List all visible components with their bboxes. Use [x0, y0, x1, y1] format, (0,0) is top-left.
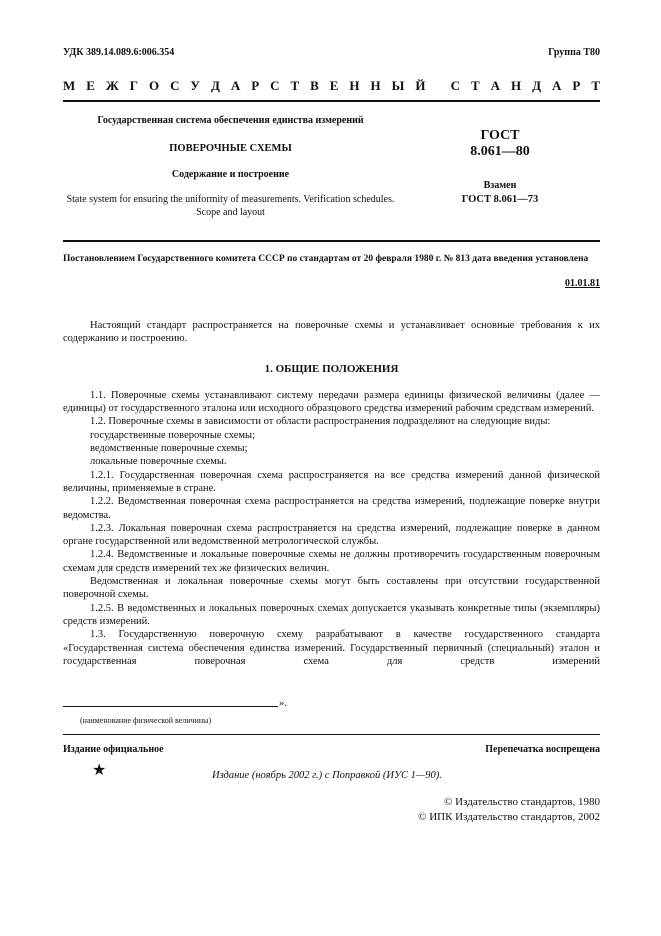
- udk-code: УДК 389.14.089.6:006.354: [63, 47, 175, 58]
- banner-letter: Ж: [105, 78, 119, 93]
- banner-letter: М: [63, 78, 76, 93]
- paragraph-1-1: 1.1. Поверочные схемы устанавливают систему передачи размера единицы физической величины (далее — единицы) от государственного эталона или исходного образцового средства измерений рабочим средствам измерений.: [63, 389, 600, 415]
- banner-letter: Е: [86, 78, 95, 93]
- paragraph-1-2-1: 1.2.1. Государственная поверочная схема распространяется на все средства измерений данной физической величины, применяемые в стране.: [63, 469, 600, 494]
- banner-letter: С: [450, 78, 461, 93]
- gost-number: 8.061—80: [470, 144, 530, 159]
- banner-letter: Д: [532, 78, 542, 93]
- banner-letter: Р: [572, 78, 581, 93]
- paragraph-1-2-3: 1.2.3. Локальная поверочная схема распространяется на средства измерений, подлежащие поверке в данном органе государственной или ведомственной метрологической службы.: [63, 522, 600, 548]
- closing-quote: ».: [279, 698, 287, 709]
- banner-letter: С: [170, 78, 180, 93]
- group-code: Группа Т80: [548, 47, 600, 58]
- gost-label: ГОСТ: [480, 128, 520, 143]
- english-title: State system for ensuring the uniformity of measurements. Verification schedules. Scope and layout: [66, 194, 395, 218]
- list-item: государственные поверочные схемы;: [90, 429, 255, 441]
- copyright-2002: © ИПК Издательство стандартов, 2002: [418, 811, 600, 823]
- standard-type-banner: [63, 78, 600, 94]
- reprint-prohibited-label: Перепечатка воспрещена: [485, 744, 600, 755]
- body-text: [63, 319, 600, 668]
- system-name: Государственная система обеспечения единства измерений: [97, 115, 364, 126]
- list-item: ведомственные поверочные схемы;: [90, 443, 248, 455]
- banner-letter: А: [490, 78, 501, 93]
- banner-letter: А: [230, 78, 241, 93]
- banner-letter: Ы: [391, 78, 405, 93]
- paragraph-1-2-2: 1.2.2. Ведомственная поверочная схема распространяется на средства измерений, подлежащие поверке внутри ведомства.: [63, 496, 600, 521]
- banner-letter: Т: [591, 78, 600, 93]
- banner-letter: О: [148, 78, 160, 93]
- paragraph-1-2-4b: Ведомственная и локальная поверочные схемы могут быть составлены при отсутствии государственной поверочной схемы.: [63, 576, 600, 601]
- banner-letter: Н: [370, 78, 381, 93]
- banner-letter: Т: [471, 78, 480, 93]
- replaces-standard: ГОСТ 8.061—73: [461, 194, 539, 205]
- banner-letter: В: [310, 78, 319, 93]
- blank-caption: (наименование физической величины): [80, 716, 212, 725]
- document-title: ПОВЕРОЧНЫЕ СХЕМЫ: [169, 143, 292, 154]
- blank-line: [63, 706, 278, 707]
- effective-date: 01.01.81: [565, 278, 600, 289]
- intro-paragraph: Настоящий стандарт распространяется на поверочные схемы и устанавливает основные требования к их содержанию и построению.: [63, 320, 600, 345]
- banner-letter: Т: [290, 78, 300, 93]
- gost-block: [440, 128, 560, 205]
- replaces-label: Взамен: [483, 180, 517, 191]
- edition-note: Издание (ноябрь 2002 г.) с Поправкой (ИУС 1—90).: [212, 770, 442, 781]
- banner-letter: Д: [210, 78, 220, 93]
- banner-letter: Н: [511, 78, 522, 93]
- banner-letter: Г: [129, 78, 138, 93]
- banner-letter: Й: [415, 78, 426, 93]
- paragraph-1-2-5: 1.2.5. В ведомственных и локальных поверочных схемах допускается указывать конкретные типы (экземпляры) средств измерений.: [63, 602, 600, 627]
- paragraph-1-2-4: 1.2.4. Ведомственные и локальные поверочные схемы не должны противоречить государственным поверочным схемам для средств измерений тех же физических величин.: [63, 549, 600, 574]
- list-item: локальные поверочные схемы.: [90, 456, 227, 468]
- banner-letter: [436, 78, 439, 94]
- banner-letter: Е: [329, 78, 339, 93]
- section-heading: 1. ОБЩИЕ ПОЛОЖЕНИЯ: [264, 362, 399, 375]
- footer-rule: [63, 734, 600, 735]
- document-subtitle: Содержание и построение: [171, 169, 290, 180]
- top-rule: [63, 100, 600, 102]
- banner-letter: А: [552, 78, 562, 93]
- paragraph-1-2: 1.2. Поверочные схемы в зависимости от области распространения подразделяют на следующие виды:: [90, 416, 551, 428]
- banner-letter: Н: [349, 78, 360, 93]
- star-icon: ★: [92, 762, 107, 779]
- title-block: [63, 115, 398, 219]
- banner-letter: У: [190, 78, 200, 93]
- banner-letter: Р: [251, 78, 260, 93]
- decree-text: Постановлением Государственного комитета СССР по стандартам от 20 февраля 1980 г. № 813 дата введения установлена: [63, 254, 589, 264]
- copyright-1980: © Издательство стандартов, 1980: [444, 796, 600, 808]
- official-edition-label: Издание официальное: [63, 744, 164, 755]
- paragraph-1-3: 1.3. Государственную поверочную схему разрабатывают в качестве государственного стандарта «Государственная система обеспечения единства измерений. Государственный первичный (специальный) эталон и государственная поверочная схема для средств измерений: [63, 629, 600, 667]
- middle-rule: [63, 240, 600, 242]
- banner-letter: С: [270, 78, 280, 93]
